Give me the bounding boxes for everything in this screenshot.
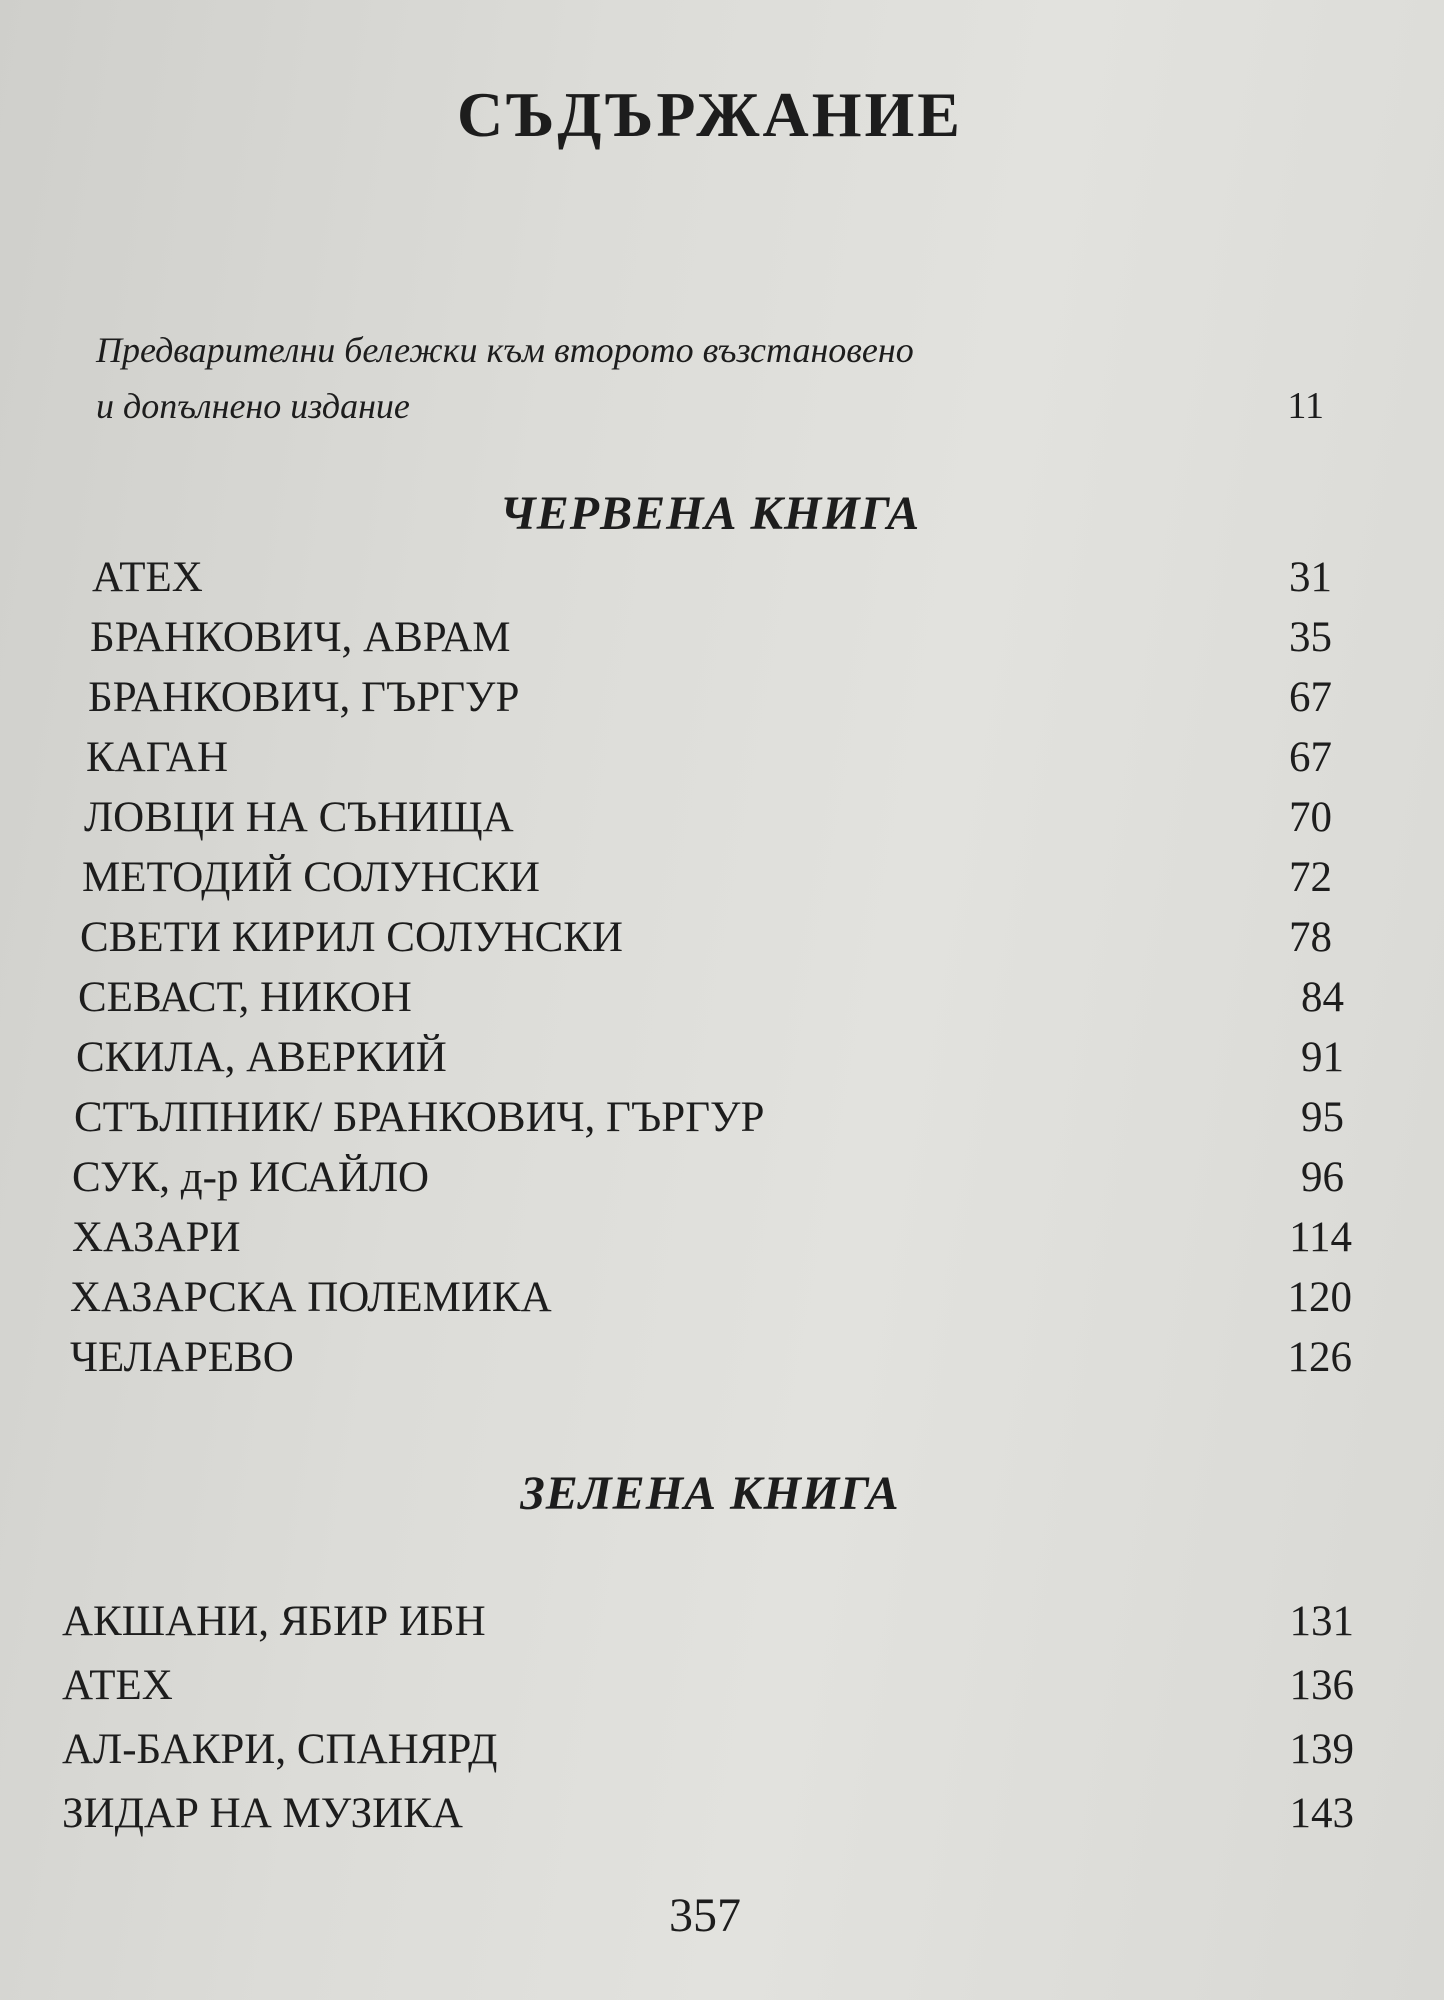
red-book-entry-list <box>0 548 1444 1388</box>
entry-title: АТЕХ <box>92 554 203 601</box>
entry-page-number: 84 <box>1301 974 1344 1021</box>
entry-title: СКИЛА, АВЕРКИЙ <box>76 1034 447 1081</box>
entry-title: БРАНКОВИЧ, ГЪРГУР <box>88 674 520 721</box>
preface-page-number: 11 <box>1287 385 1324 427</box>
preface-title-line-2: и допълнено издание <box>96 386 410 426</box>
entry-page-number: 67 <box>1289 734 1332 781</box>
toc-entry <box>0 548 1444 608</box>
toc-entry <box>0 1208 1444 1268</box>
toc-entry <box>0 1782 1444 1846</box>
toc-entry <box>0 1088 1444 1148</box>
entry-page-number: 91 <box>1301 1034 1344 1081</box>
entry-title: ХАЗАРСКА ПОЛЕМИКА <box>70 1274 552 1321</box>
entry-title: АЛ-БАКРИ, СПАНЯРД <box>62 1726 498 1773</box>
toc-entry <box>0 788 1444 848</box>
toc-entry <box>0 1148 1444 1208</box>
entry-page-number: 143 <box>1289 1790 1354 1837</box>
entry-title: СЕВАСТ, НИКОН <box>78 974 412 1021</box>
toc-entry <box>0 1654 1444 1718</box>
entry-title: ЛОВЦИ НА СЪНИЩА <box>84 794 514 841</box>
entry-title: АКШАНИ, ЯБИР ИБН <box>62 1598 486 1645</box>
toc-entry <box>0 848 1444 908</box>
toc-entry <box>0 1718 1444 1782</box>
entry-title: БРАНКОВИЧ, АВРАМ <box>90 614 511 661</box>
entry-title: СВЕТИ КИРИЛ СОЛУНСКИ <box>80 914 623 961</box>
toc-entry <box>0 1590 1444 1654</box>
entry-page-number: 131 <box>1289 1598 1354 1645</box>
entry-title: СТЪЛПНИК/ БРАНКОВИЧ, ГЪРГУР <box>74 1094 765 1141</box>
entry-page-number: 139 <box>1289 1726 1354 1773</box>
green-book-entry-list <box>0 1590 1444 1846</box>
section-heading-green-book: ЗЕЛЕНА КНИГА <box>520 1467 900 1520</box>
entry-title: ХАЗАРИ <box>72 1214 241 1261</box>
entry-title: МЕТОДИЙ СОЛУНСКИ <box>82 854 540 901</box>
toc-entry <box>0 1328 1444 1388</box>
section-heading-red-book: ЧЕРВЕНА КНИГА <box>499 487 921 540</box>
entry-page-number: 136 <box>1289 1662 1354 1709</box>
preface-entry <box>96 322 1346 434</box>
entry-page-number: 31 <box>1289 554 1332 601</box>
entry-page-number: 95 <box>1301 1094 1344 1141</box>
toc-entry <box>0 1268 1444 1328</box>
toc-entry <box>0 608 1444 668</box>
entry-title: ЧЕЛАРЕВО <box>70 1334 294 1381</box>
page-number: 357 <box>669 1889 741 1942</box>
entry-page-number: 35 <box>1289 614 1332 661</box>
page-title: СЪДЪРЖАНИЕ <box>457 79 963 150</box>
entry-page-number: 96 <box>1301 1154 1344 1201</box>
entry-title: СУК, д-р ИСАЙЛО <box>72 1154 430 1201</box>
entry-title: ЗИДАР НА МУЗИКА <box>62 1790 463 1837</box>
preface-title-line-1: Предварителни бележки към второто възстановено <box>96 330 914 370</box>
entry-title: КАГАН <box>86 734 229 781</box>
toc-entry <box>0 728 1444 788</box>
toc-entry <box>0 908 1444 968</box>
entry-page-number: 72 <box>1289 854 1332 901</box>
toc-entry <box>0 968 1444 1028</box>
entry-page-number: 120 <box>1287 1274 1352 1321</box>
entry-page-number: 78 <box>1289 914 1332 961</box>
entry-page-number: 114 <box>1289 1214 1352 1261</box>
entry-page-number: 67 <box>1289 674 1332 721</box>
entry-page-number: 70 <box>1289 794 1332 841</box>
entry-title: АТЕХ <box>62 1662 173 1709</box>
toc-entry <box>0 668 1444 728</box>
entry-page-number: 126 <box>1287 1334 1352 1381</box>
toc-entry <box>0 1028 1444 1088</box>
